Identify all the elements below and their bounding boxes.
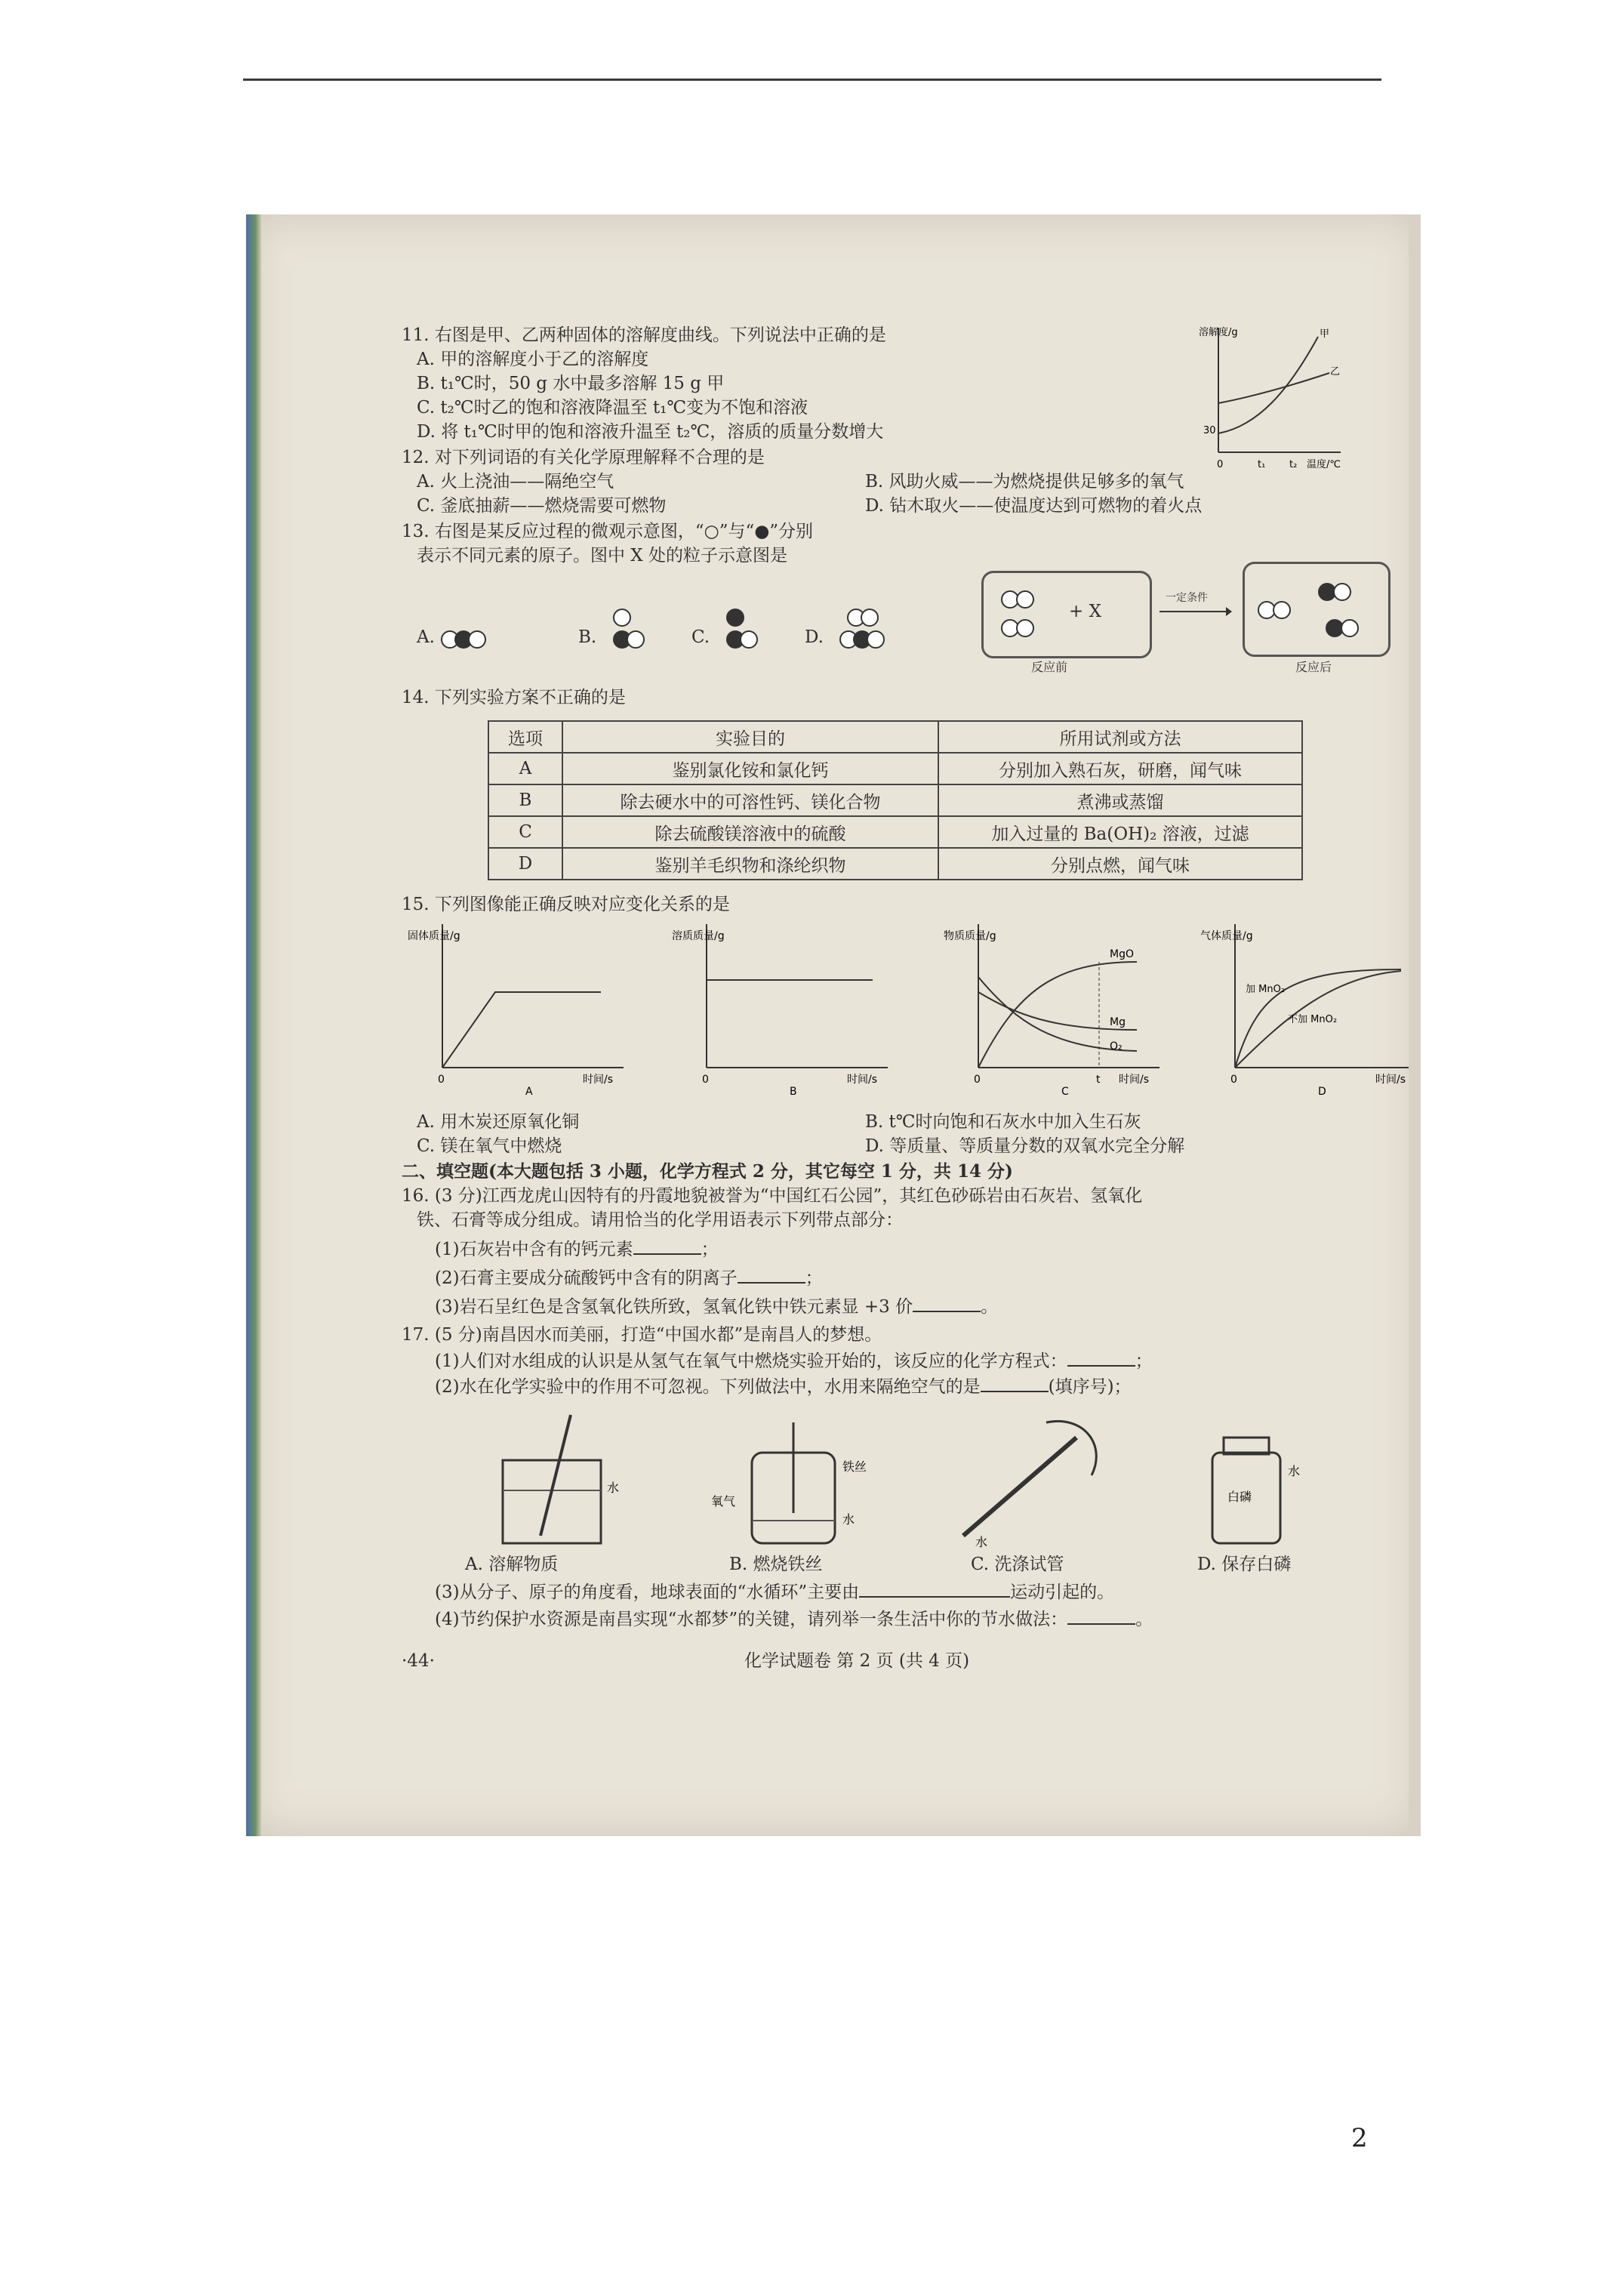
q12-option-b: B. 风助火威——为燃烧提供足够多的氧气 bbox=[865, 472, 1184, 492]
q15-option-c: C. 镁在氧气中燃烧 bbox=[417, 1136, 562, 1156]
label-water-c: 水 bbox=[975, 1535, 988, 1549]
q11-solubility-graph bbox=[1197, 320, 1348, 471]
q16-stem-line1: 16. (3 分)江西龙虎山因特有的丹霞地貌被誉为“中国红石公园”，其红色砂砾岩由石灰岩、氢氧化 bbox=[402, 1186, 1143, 1206]
label-oxygen: 氧气 bbox=[711, 1494, 736, 1509]
q13-option-a: A. bbox=[417, 627, 435, 647]
label-mg: Mg bbox=[1110, 1016, 1126, 1028]
table-row bbox=[488, 816, 1302, 848]
q15-graph-d bbox=[1197, 917, 1421, 1098]
label-water-a: 水 bbox=[607, 1481, 620, 1495]
atom-white-icon bbox=[613, 609, 631, 627]
reaction-condition: 一定条件 bbox=[1166, 592, 1208, 604]
label-water-d: 水 bbox=[1288, 1464, 1301, 1478]
header-cell: 所用试剂或方法 bbox=[938, 721, 1302, 753]
page-number: 2 bbox=[1351, 2123, 1368, 2153]
graph-c-origin: 0 bbox=[974, 1074, 981, 1086]
q17-sub4: (4)节约保护水资源是南昌实现“水都梦”的关键，请列举一条生活中你的节水做法： 。 bbox=[435, 1610, 1153, 1629]
label-mgo: MgO bbox=[1110, 948, 1134, 960]
q11-option-a: A. 甲的溶解度小于乙的溶解度 bbox=[417, 350, 649, 369]
q17-apparatus-figures bbox=[488, 1407, 1394, 1551]
graph-a-ylabel: 固体质量/g bbox=[408, 930, 460, 942]
atom-dark-icon bbox=[726, 609, 744, 627]
label-with-mno2: 加 MnO₂ bbox=[1246, 984, 1286, 995]
label-iron-wire: 铁丝 bbox=[842, 1459, 867, 1474]
atom-white-icon bbox=[1341, 619, 1359, 637]
q13-option-d: D. bbox=[805, 627, 824, 647]
atom-white-icon bbox=[740, 630, 758, 649]
reaction-after-label: 反应后 bbox=[1295, 660, 1332, 674]
q15-option-b: B. t℃时向饱和石灰水中加入生石灰 bbox=[865, 1112, 1141, 1132]
q17-sub1: (1)人们对水组成的认识是从氢气在氧气中燃烧实验开始的，该反应的化学方程式： ； bbox=[435, 1351, 1153, 1371]
graph-d-origin: 0 bbox=[1230, 1074, 1237, 1086]
header-cell: 实验目的 bbox=[562, 721, 938, 753]
q16-sub3: (3)岩石呈红色是含氢氧化铁所致，氢氧化铁中铁元素显 +3 价 。 bbox=[435, 1297, 999, 1317]
exam-page-left-number: ·44· bbox=[402, 1651, 435, 1671]
graph-c-xlabel: 时间/s bbox=[1119, 1074, 1150, 1086]
q16-sub2: (2)石膏主要成分硫酸钙中含有的阴离子 ； bbox=[435, 1268, 823, 1288]
curve-yi bbox=[1218, 373, 1329, 403]
q11-option-d: D. 将 t₁℃时甲的饱和溶液升温至 t₂℃，溶质的质量分数增大 bbox=[417, 422, 884, 442]
hand-icon bbox=[1046, 1421, 1096, 1475]
graph-b-tag: B bbox=[790, 1086, 797, 1098]
q17-fig-c-caption: C. 洗涤试管 bbox=[971, 1555, 1064, 1574]
graph-ytick: 30 bbox=[1203, 425, 1216, 436]
q12-option-c: C. 釜底抽薪——燃烧需要可燃物 bbox=[417, 496, 667, 516]
table-row bbox=[488, 784, 1302, 816]
q17-sub2: (2)水在化学实验中的作用不可忽视。下列做法中，水用来隔绝空气的是 (填序号)； bbox=[435, 1377, 1132, 1397]
label-without-mno2: 不加 MnO₂ bbox=[1288, 1014, 1338, 1025]
q17-fig-d-caption: D. 保存白磷 bbox=[1197, 1555, 1292, 1574]
atom-white-icon bbox=[468, 630, 486, 649]
label-o2: O₂ bbox=[1110, 1040, 1123, 1052]
graph-d-tag: D bbox=[1318, 1086, 1326, 1098]
q15-graph-a bbox=[405, 917, 631, 1098]
graph-c-t: t bbox=[1096, 1074, 1101, 1086]
q16-sub1: (1)石灰岩中含有的钙元素 ； bbox=[435, 1240, 719, 1259]
graph-d-xlabel: 时间/s bbox=[1375, 1074, 1406, 1086]
table-cell: 分别点燃，闻气味 bbox=[938, 848, 1302, 880]
q17-stem: 17. (5 分)南昌因水而美丽，打造“中国水都”是南昌人的梦想。 bbox=[402, 1325, 882, 1345]
q15-graph-b bbox=[669, 917, 895, 1098]
graph-a-origin: 0 bbox=[438, 1074, 445, 1086]
graph-a-tag: A bbox=[525, 1086, 533, 1098]
q17-fig-b-caption: B. 燃烧铁丝 bbox=[729, 1555, 823, 1574]
atom-white-icon bbox=[1333, 583, 1351, 601]
atom-white-icon bbox=[1016, 590, 1034, 609]
q13-stem-line1: 13. 右图是某反应过程的微观示意图，“○”与“●”分别 bbox=[402, 522, 814, 541]
reaction-before-box bbox=[981, 571, 1152, 658]
atom-white-icon bbox=[1273, 601, 1291, 619]
table-cell: B bbox=[488, 784, 562, 816]
label-white-phosphorus: 白磷 bbox=[1227, 1490, 1252, 1504]
q16-stem-line2: 铁、石膏等成分组成。请用恰当的化学用语表示下列带点部分： bbox=[417, 1210, 903, 1230]
graph-t1: t₁ bbox=[1258, 459, 1266, 470]
table-cell: 鉴别羊毛织物和涤纶织物 bbox=[562, 848, 938, 880]
graph-b-ylabel: 溶质质量/g bbox=[672, 930, 725, 942]
section-2-heading: 二、填空题(本大题包括 3 小题，化学方程式 2 分，其它每空 1 分，共 14 分) bbox=[402, 1161, 1013, 1182]
graph-a-xlabel: 时间/s bbox=[583, 1074, 614, 1086]
q12-option-a: A. 火上浇油——隔绝空气 bbox=[417, 472, 614, 492]
q13-option-b: B. bbox=[578, 627, 597, 647]
q11-option-b: B. t₁℃时，50 g 水中最多溶解 15 g 甲 bbox=[417, 374, 725, 393]
table-row bbox=[488, 753, 1302, 784]
table-cell: D bbox=[488, 848, 562, 880]
exam-page-footer: 化学试题卷 第 2 页 (共 4 页) bbox=[744, 1651, 970, 1671]
graph-ylabel: 溶解度/g bbox=[1199, 327, 1238, 338]
q13-stem-line2: 表示不同元素的原子。图中 X 处的粒子示意图是 bbox=[417, 546, 787, 566]
header-rule bbox=[243, 79, 1381, 81]
q17-fig-a-caption: A. 溶解物质 bbox=[465, 1555, 559, 1574]
table-cell: C bbox=[488, 816, 562, 848]
q15-option-d: D. 等质量、等质量分数的双氧水完全分解 bbox=[865, 1136, 1185, 1156]
table-cell: 加入过量的 Ba(OH)₂ 溶液，过滤 bbox=[938, 816, 1302, 848]
label-yi: 乙 bbox=[1330, 366, 1341, 378]
label-water-b: 水 bbox=[842, 1512, 855, 1527]
table-header-row bbox=[488, 721, 1302, 753]
table-cell: 除去硬水中的可溶性钙、镁化合物 bbox=[562, 784, 938, 816]
q14-stem: 14. 下列实验方案不正确的是 bbox=[402, 688, 626, 707]
q12-option-d: D. 钻木取火——使温度达到可燃物的着火点 bbox=[865, 496, 1203, 516]
graph-b-xlabel: 时间/s bbox=[847, 1074, 878, 1086]
q12-stem: 12. 对下列词语的有关化学原理解释不合理的是 bbox=[402, 448, 765, 467]
q15-option-a: A. 用木炭还原氧化铜 bbox=[417, 1112, 580, 1132]
scanned-exam-page bbox=[246, 214, 1421, 1836]
graph-c-ylabel: 物质质量/g bbox=[944, 930, 996, 942]
graph-t2: t₂ bbox=[1289, 459, 1298, 470]
q11-stem: 11. 右图是甲、乙两种固体的溶解度曲线。下列说法中正确的是 bbox=[402, 325, 886, 345]
atom-white-icon bbox=[1016, 619, 1034, 637]
q11-option-c: C. t₂℃时乙的饱和溶液降温至 t₁℃变为不饱和溶液 bbox=[417, 398, 808, 418]
atom-white-icon bbox=[861, 609, 879, 627]
graph-xlabel: 温度/℃ bbox=[1307, 459, 1341, 470]
graph-a-curve bbox=[442, 992, 601, 1068]
q14-table bbox=[488, 720, 1303, 880]
reaction-plus-x: + X bbox=[1069, 602, 1101, 621]
curve-jia bbox=[1218, 337, 1318, 433]
graph-d-ylabel: 气体质量/g bbox=[1200, 930, 1253, 942]
table-cell: 分别加入熟石灰，研磨，闻气味 bbox=[938, 753, 1302, 784]
atom-white-icon bbox=[627, 630, 645, 649]
q17-sub3: (3)从分子、原子的角度看，地球表面的“水循环”主要由 运动引起的。 bbox=[435, 1583, 1115, 1602]
beaker-icon bbox=[503, 1460, 601, 1543]
graph-origin: 0 bbox=[1217, 459, 1224, 470]
graph-c-tag: C bbox=[1061, 1086, 1069, 1098]
table-cell: 除去硫酸镁溶液中的硫酸 bbox=[562, 816, 938, 848]
label-jia: 甲 bbox=[1320, 328, 1330, 340]
table-cell: A bbox=[488, 753, 562, 784]
q15-graph-c bbox=[941, 917, 1167, 1098]
q13-option-c: C. bbox=[691, 627, 710, 647]
header-cell: 选项 bbox=[488, 721, 562, 753]
table-row bbox=[488, 848, 1302, 880]
table-cell: 煮沸或蒸馏 bbox=[938, 784, 1302, 816]
test-tube-icon bbox=[963, 1438, 1076, 1536]
table-cell: 鉴别氯化铵和氯化钙 bbox=[562, 753, 938, 784]
q15-stem: 15. 下列图像能正确反映对应变化关系的是 bbox=[402, 895, 730, 914]
glass-rod-icon bbox=[540, 1415, 571, 1536]
graph-b-origin: 0 bbox=[702, 1074, 709, 1086]
atom-white-icon bbox=[867, 630, 885, 649]
reaction-before-label: 反应前 bbox=[1031, 660, 1068, 674]
